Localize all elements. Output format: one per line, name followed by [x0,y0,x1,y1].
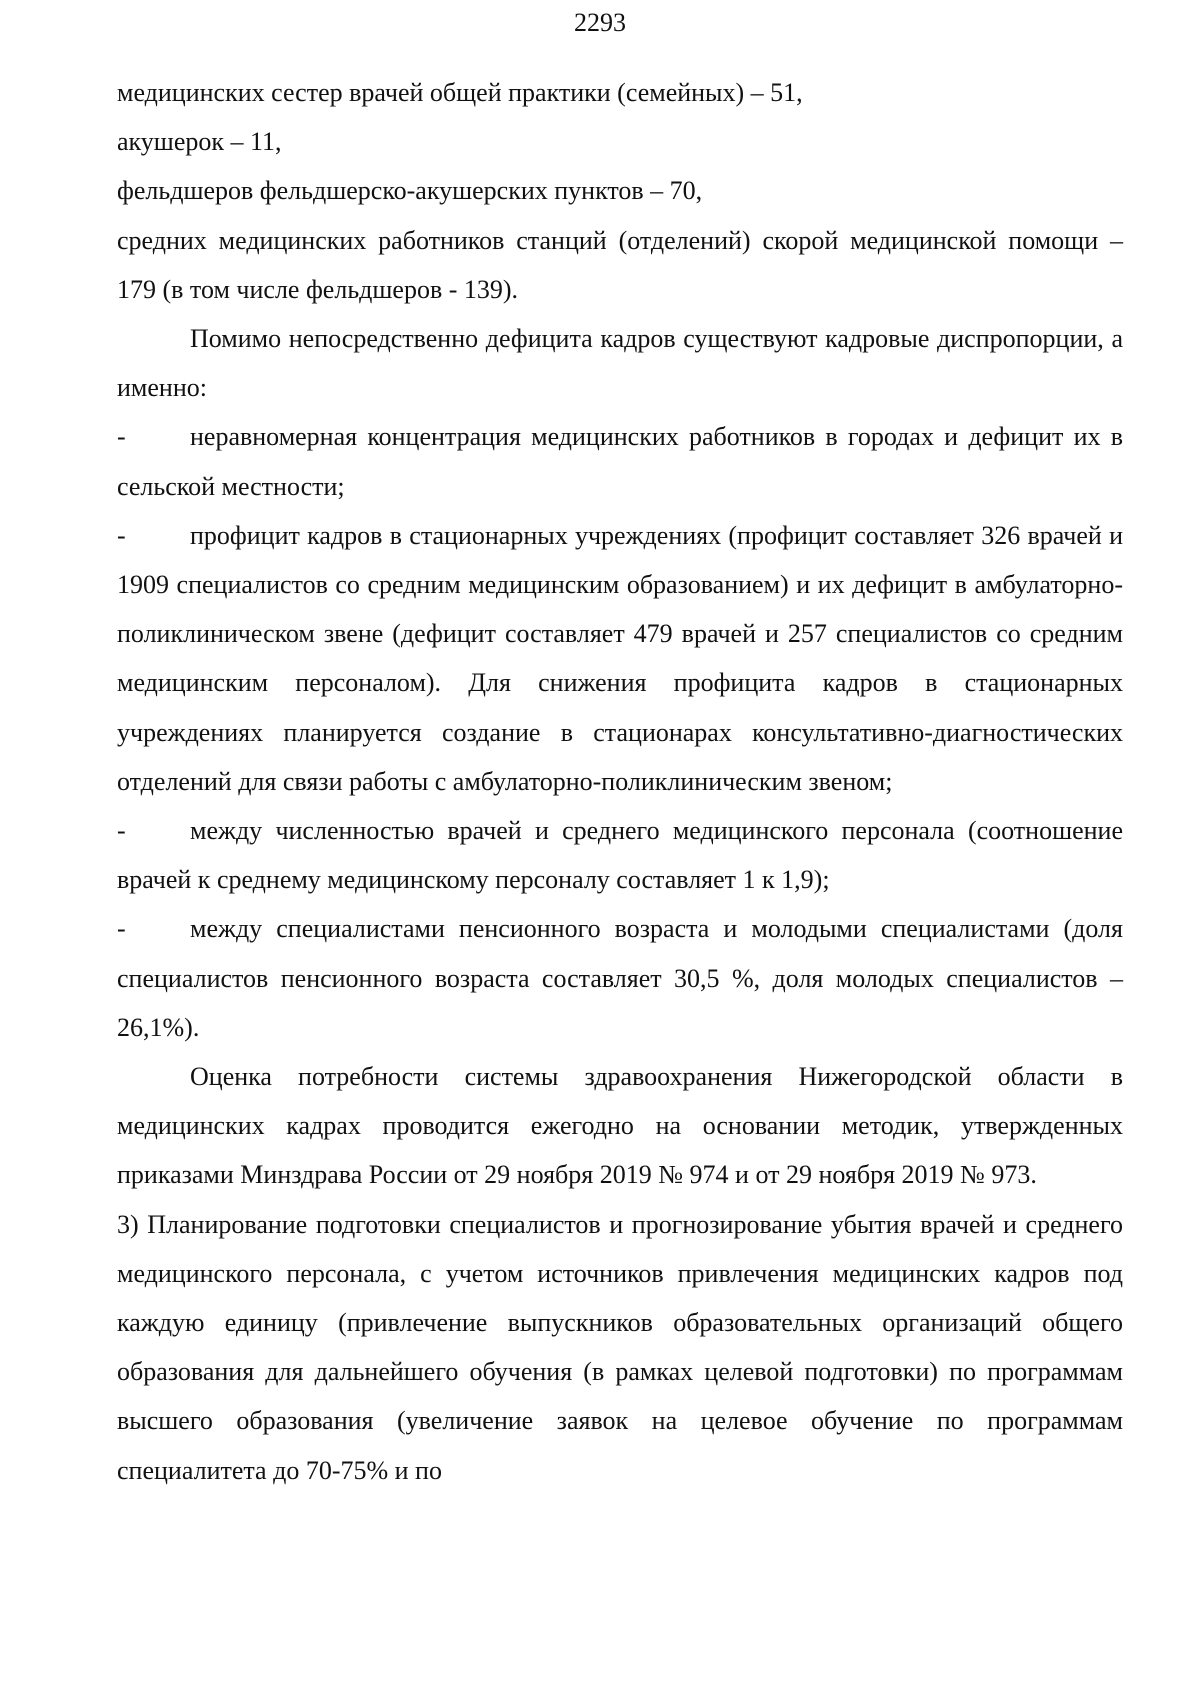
bullet-item-doctor-nurse-ratio [117,806,1123,904]
paragraph-planning: 3) Планирование подготовки специалистов и прогнозирование убытия врачей и среднего медицинского персонала, с учетом источников привлечения медицинских кадров под каждую единицу (привлечение выпускников образовательных организаций общего образования для дальнейшего обучения (в рамках целевой подготовки) по программам высшего образования (увеличение заявок на целевое обучение по программам специалитета до 70-75% и по [117,1209,1123,1485]
bullet-text: между специалистами пенсионного возраста и молодыми специалистами (доля специалистов пенсионного возраста составляет 30,5 %, доля молодых специалистов – 26,1%). [117,914,1123,1042]
page-number: 2293 [574,8,626,37]
bullet-dash: - [117,520,126,550]
paragraph-feldshers: фельдшеров фельдшерско-акушерских пунктов – 70, [117,176,703,206]
bullet-text: профицит кадров в стационарных учреждениях (профицит составляет 326 врачей и 1909 специалистов со средним медицинским образованием) и их дефицит в амбулаторно-поликлиническом звене (дефицит составляет 479 врачей и 257 специалистов со средним медицинским персоналом). Для снижения профицита кадров в стационарных учреждениях планируется создание в стационарах консультативно-диагностических отделений для связи работы с амбулаторно-поликлиническим звеном; [117,520,1123,796]
bullet-item-surplus-deficit [117,511,1123,806]
bullet-dash: - [117,816,126,846]
bullet-text: неравномерная концентрация медицинских работников в городах и дефицит их в сельской местности; [117,422,1123,501]
bullet-dash: - [117,422,126,452]
bullet-text: между численностью врачей и среднего медицинского персонала (соотношение врачей к среднему медицинскому персоналу составляет 1 к 1,9); [117,816,1123,895]
paragraph-needs-assessment: Оценка потребности системы здравоохранения Нижегородской области в медицинских кадрах проводится ежегодно на основании методик, утвержденных приказами Минздрава России от 29 ноября 2019 № 974 и от 29 ноября 2019 № 973. [117,1062,1123,1190]
bullet-dash: - [117,914,126,944]
bullet-item-age-structure [117,904,1123,1052]
paragraph-midwives: акушерок – 11, [117,127,282,157]
document-body [117,68,1123,1495]
paragraph-ambulance-staff: средних медицинских работников станций (отделений) скорой медицинской помощи – 179 (в том числе фельдшеров - 139). [117,225,1123,304]
bullet-item-uneven-concentration [117,412,1123,510]
paragraph-nurses: медицинских сестер врачей общей практики (семейных) – 51, [117,78,803,107]
paragraph-disproportions-intro: Помимо непосредственно дефицита кадров существуют кадровые диспропорции, а именно: [117,324,1123,403]
